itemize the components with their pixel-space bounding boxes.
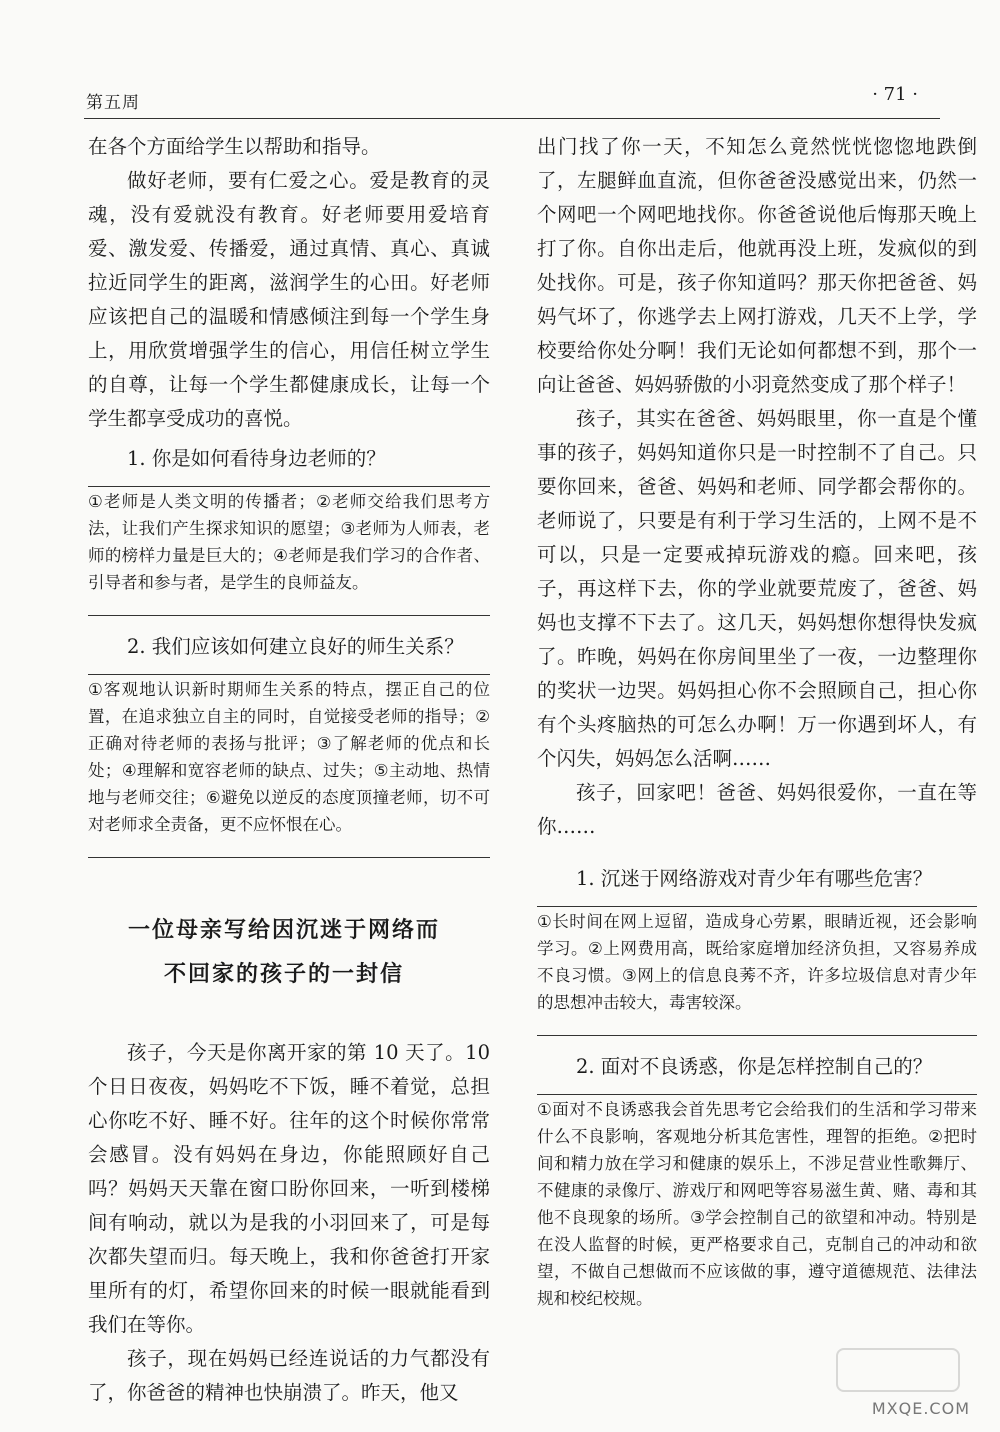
watermark-logo (836, 1348, 960, 1392)
watermark-text: MXQE.COM (871, 1399, 970, 1418)
left-column (88, 130, 490, 1410)
paragraph: 在各个方面给学生以帮助和指导。 (88, 135, 381, 158)
answer: ①客观地认识新时期师生关系的特点，摆正自己的位置，在追求独立自主的同时，自觉接受老师的指导；②正确对待老师的表扬与批评；③了解老师的优点和长处；④理解和宽容老师的缺点、过失；⑤主动地、热情地与老师交往；⑥避免以逆反的态度顶撞老师，切不可对老师求全责备，更不应怀恨在心。 (88, 674, 490, 839)
divider (88, 857, 490, 858)
divider (537, 1035, 977, 1036)
article-title-line: 一位母亲写给因沉迷于网络而 (127, 917, 440, 943)
article-title (78, 908, 490, 996)
paragraph: 孩子，现在妈妈已经连说话的力气都没有了，你爸爸的精神也快崩溃了。昨天，他又 (88, 1347, 490, 1404)
section-label: 第五周 (86, 93, 140, 113)
question: 1. 沉迷于网络游戏对青少年有哪些危害？ (576, 867, 933, 890)
paragraph: 出门找了你一天，不知怎么竟然恍恍惚惚地跌倒了，左腿鲜血直流，但你爸爸没感觉出来，仍然一个网吧一个网吧地找你。你爸爸说他后悔那天晚上打了你。自你出走后，他就再没上班，发疯似的到处找你。可是，孩子你知道吗？那天你把爸爸、妈妈气坏了，你逃学去上网打游戏，几天不上学，学校要给你处分啊！我们无论如何都想不到，那个一向让爸爸、妈妈骄傲的小羽竟然变成了那个样子！ (537, 135, 977, 396)
paragraph: 孩子，回家吧！爸爸、妈妈很爱你，一直在等你…… (537, 781, 977, 838)
question: 2. 面对不良诱惑，你是怎样控制自己的？ (576, 1055, 933, 1078)
answer: ①面对不良诱惑我会首先思考它会给我们的生活和学习带来什么不良影响，客观地分析其危害性，理智的拒绝。②把时间和精力放在学习和健康的娱乐上，不涉足营业性歌舞厅、不健康的录像厅、游戏厅和网吧等容易滋生黄、赌、毒和其他不良现象的场所。③学会控制自己的欲望和冲动。特别是在没人监督的时候，更严格要求自己，克制自己的冲动和欲望，不做自己想做而不应该做的事，遵守道德规范、法律法规和校纪校规。 (537, 1094, 977, 1313)
answer: ①老师是人类文明的传播者；②老师交给我们思考方法，让我们产生探求知识的愿望；③老师为人师表，老师的榜样力量是巨大的；④老师是我们学习的合作者、引导者和参与者，是学生的良师益友。 (88, 486, 490, 597)
right-column (537, 130, 977, 1313)
question: 2. 我们应该如何建立良好的师生关系？ (127, 635, 464, 658)
page-number: · 71 · (872, 84, 918, 105)
paragraph: 做好老师，要有仁爱之心。爱是教育的灵魂，没有爱就没有教育。好老师要用爱培育爱、激发爱、传播爱，通过真情、真心、真诚拉近同学生的距离，滋润学生的心田。好老师应该把自己的温暖和情感倾注到每一个学生身上，用欣赏增强学生的信心，用信任树立学生的自尊，让每一个学生都健康成长，让每一个学生都享受成功的喜悦。 (88, 169, 490, 430)
answer: ①长时间在网上逗留，造成身心劳累，眼睛近视，还会影响学习。②上网费用高，既给家庭增加经济负担，又容易养成不良习惯。③网上的信息良莠不齐，许多垃圾信息对青少年的思想冲击较大，毒害较深。 (537, 906, 977, 1017)
article-title-line: 不回家的孩子的一封信 (163, 961, 404, 987)
divider (88, 615, 490, 616)
question: 1. 你是如何看待身边老师的？ (127, 447, 386, 470)
paragraph: 孩子，其实在爸爸、妈妈眼里，你一直是个懂事的孩子，妈妈知道你只是一时控制不了自己。只要你回来，爸爸、妈妈和老师、同学都会帮你的。老师说了，只要是有利于学习生活的，上网不是不可以，只是一定要戒掉玩游戏的瘾。回来吧，孩子，再这样下去，你的学业就要荒废了，爸爸、妈妈也支撑不下去了。这几天，妈妈想你想得快发疯了。昨晚，妈妈在你房间里坐了一夜，一边整理你的奖状一边哭。妈妈担心你不会照顾自己，担心你有个头疼脑热的可怎么办啊！万一你遇到坏人，有个闪失，妈妈怎么活啊…… (537, 407, 977, 770)
header-rule (84, 118, 940, 119)
paragraph: 孩子，今天是你离开家的第 10 天了。10 个日日夜夜，妈妈吃不下饭，睡不着觉，总担心你吃不好、睡不好。往年的这个时候你常常会感冒。没有妈妈在身边，你能照顾好自己吗？妈妈天天靠在窗口盼你回来，一听到楼梯间有响动，就以为是我的小羽回来了，可是每次都失望而归。每天晚上，我和你爸爸打开家里所有的灯，希望你回来的时候一眼就能看到我们在等你。 (88, 1041, 490, 1336)
